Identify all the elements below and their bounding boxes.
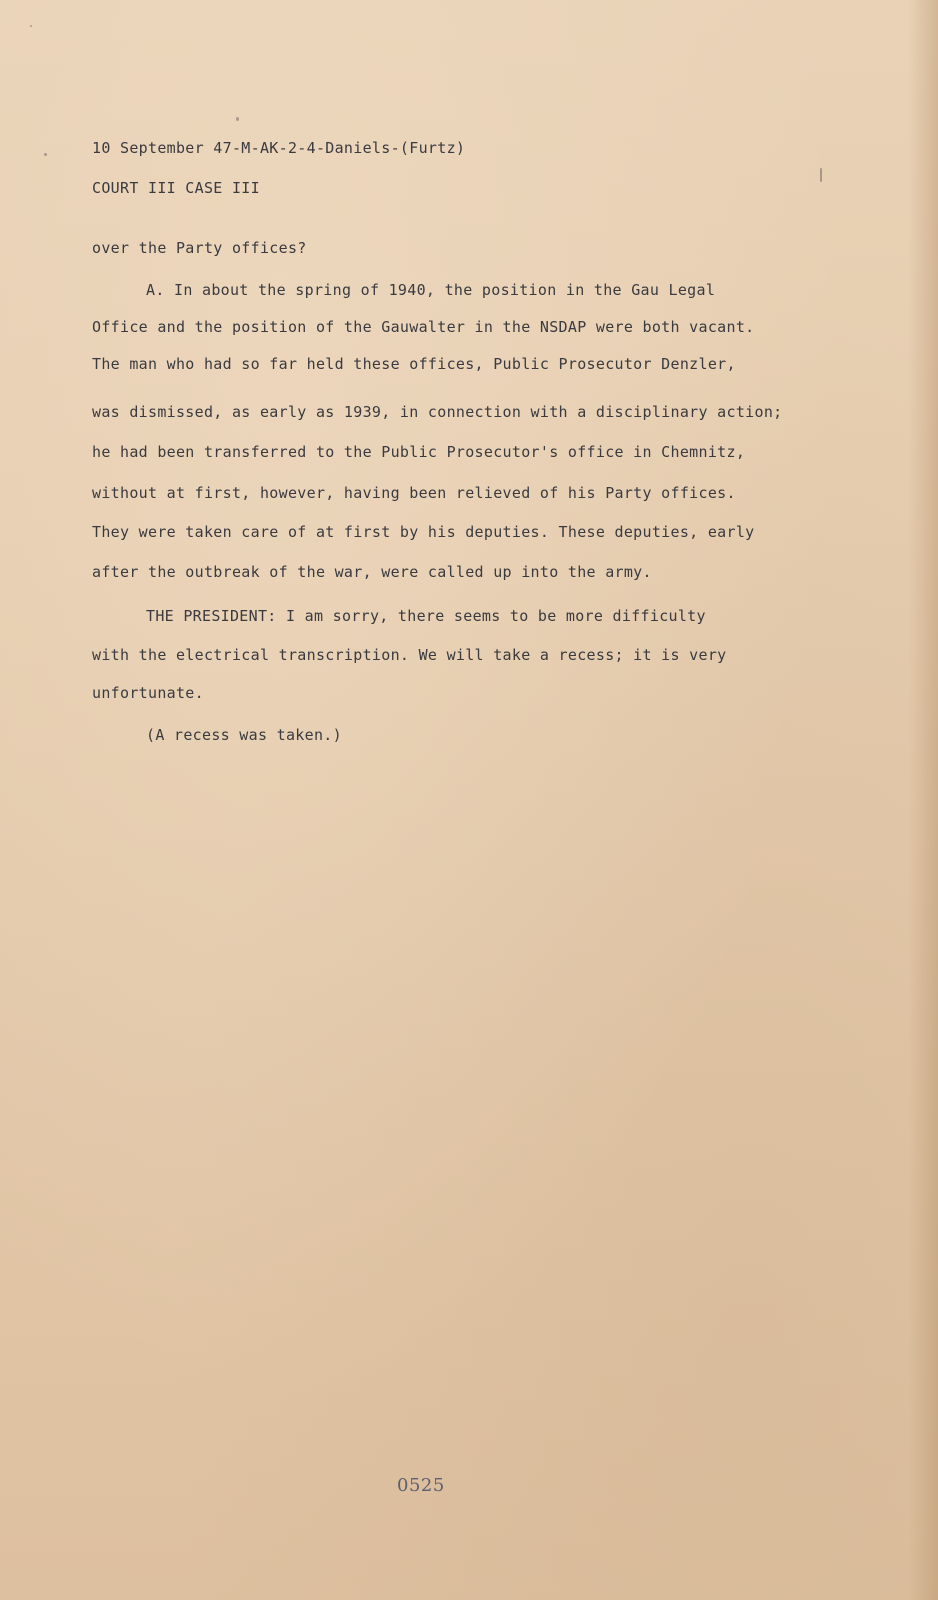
president-line: THE PRESIDENT: I am sorry, there seems to be more difficulty [146,607,706,625]
answer-line: Office and the position of the Gauwalter in the NSDAP were both vacant. [92,318,755,336]
president-line: with the electrical transcription. We will take a recess; it is very [92,646,727,664]
paper-speck [236,117,239,121]
president-line: unfortunate. [92,684,204,702]
paper-speck [30,25,32,27]
paper-speck [820,168,822,182]
question-fragment: over the Party offices? [92,239,307,257]
page-edge-shadow [908,0,938,1600]
answer-line: A. In about the spring of 1940, the position in the Gau Legal [146,281,716,299]
page-number: 0525 [397,1475,445,1496]
answer-line: he had been transferred to the Public Prosecutor's office in Chemnitz, [92,443,746,461]
answer-line: They were taken care of at first by his deputies. These deputies, early [92,523,755,541]
recess-note: (A recess was taken.) [146,726,342,744]
court-case-heading: COURT III CASE III [92,179,260,197]
answer-line: was dismissed, as early as 1939, in connection with a disciplinary action; [92,403,783,421]
answer-line: without at first, however, having been relieved of his Party offices. [92,484,736,502]
transcript-header: 10 September 47-M-AK-2-4-Daniels-(Furtz) [92,139,466,157]
answer-line: after the outbreak of the war, were called up into the army. [92,563,652,581]
answer-line: The man who had so far held these offices, Public Prosecutor Denzler, [92,355,736,373]
paper-speck [44,153,47,156]
